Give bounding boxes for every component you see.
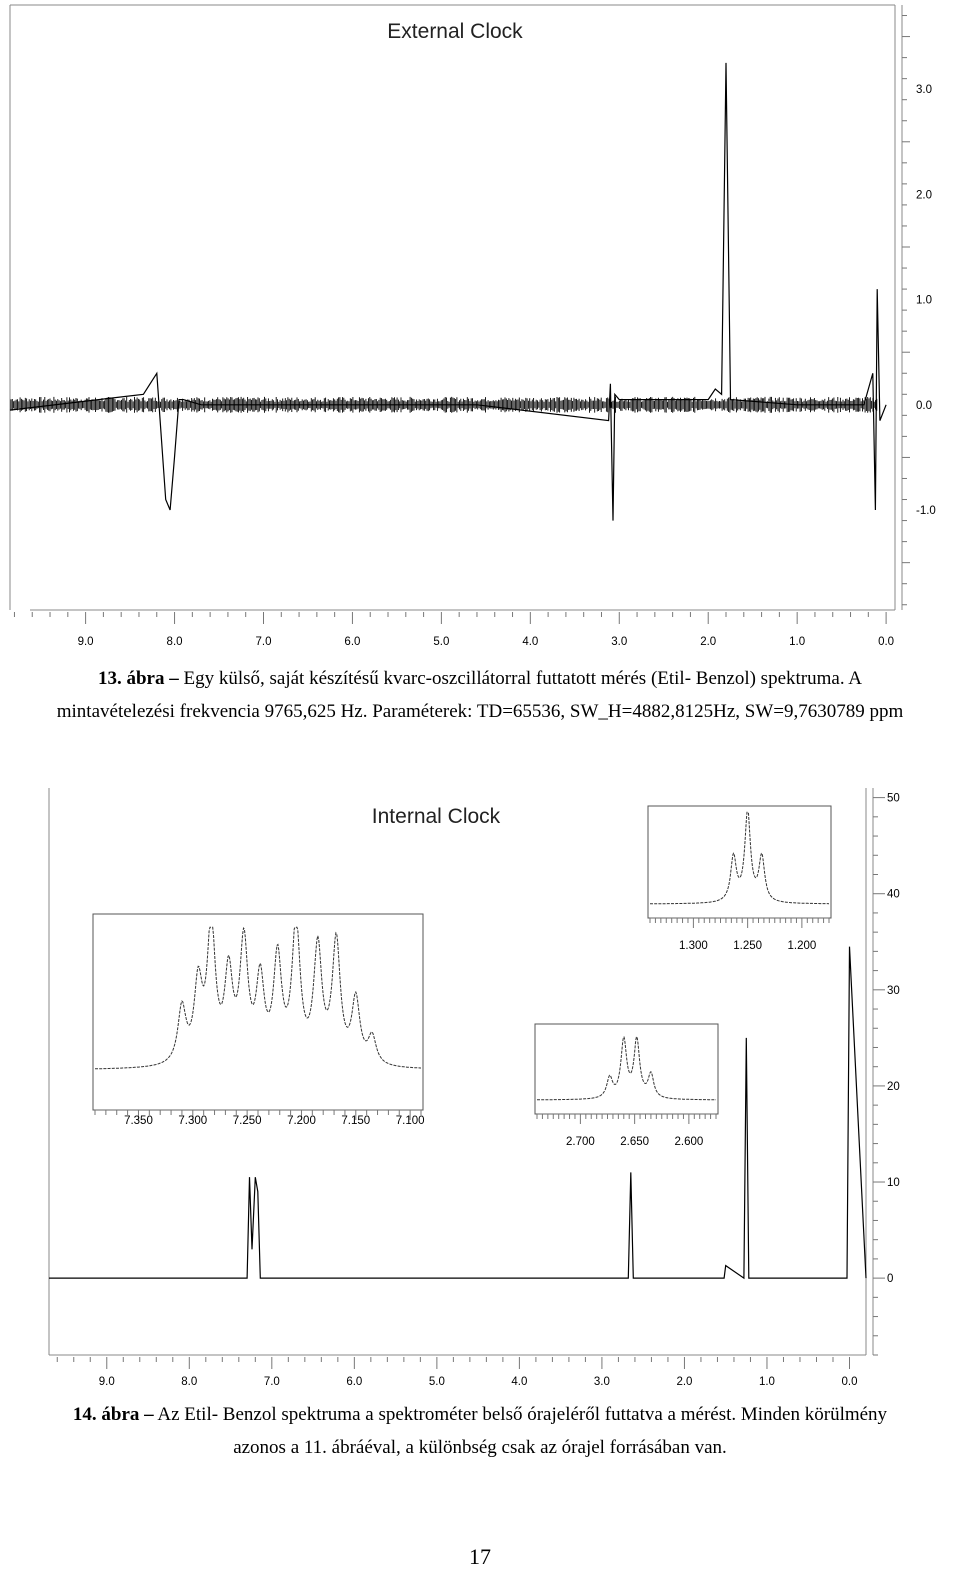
x-tick-label: 0.0 (841, 1376, 858, 1388)
x-tick-label: 4.0 (522, 636, 539, 648)
x-tick-label: 0.0 (878, 636, 895, 648)
x-tick-label: 8.0 (181, 1376, 198, 1388)
figure14-caption-label: 14. ábra – (72, 1404, 154, 1425)
figure13-spectrum-trace (10, 63, 886, 521)
x-tick-label: 9.0 (77, 636, 94, 648)
figure13-caption-line1: Egy külső, saját készítésű kvarc-oszcillátorral futtatott mérés (Etil- Benzol) spektruma. A (178, 668, 863, 689)
figure14-plot-title: Internal Clock (371, 805, 501, 828)
inset-tick-label: 1.300 (679, 940, 708, 952)
y-tick-label: 50 (887, 792, 900, 805)
figure14-caption-line2: azonos a 11. ábráéval, a különbség csak az órajel forrásában van. (233, 1437, 727, 1458)
page-number: 17 (469, 1544, 491, 1569)
x-tick-label: 4.0 (511, 1376, 528, 1388)
inset-tick-label: 1.200 (787, 940, 817, 952)
x-tick-label: 7.0 (255, 636, 272, 648)
figure14-y-axis (873, 788, 900, 1355)
inset-tick-label: 7.100 (395, 1115, 425, 1127)
inset-ch2-axis (537, 1114, 716, 1148)
figure13-noise-band (11, 397, 877, 413)
inset-tick-label: 2.650 (620, 1136, 650, 1148)
inset-tick-label: 7.200 (287, 1115, 316, 1127)
x-tick-label: 3.0 (611, 636, 628, 648)
x-tick-label: 2.0 (700, 636, 717, 648)
figure14-x-axis (49, 1355, 866, 1388)
x-tick-label: 9.0 (98, 1376, 115, 1388)
x-tick-label: 8.0 (166, 636, 183, 648)
y-tick-label: 10 (887, 1177, 900, 1190)
x-tick-label: 6.0 (346, 1376, 363, 1388)
figure13-caption-line2: mintavételezési frekvencia 9765,625 Hz. Paraméterek: TD=65536, SW_H=4882,8125Hz, SW=9,7630789 ppm (56, 701, 904, 722)
x-tick-label: 1.0 (789, 636, 806, 648)
y-tick-label: 30 (887, 984, 900, 997)
figure13-caption-label: 13. ábra – (97, 668, 179, 689)
inset-tick-label: 2.600 (674, 1136, 704, 1148)
figure13-plot-title: External Clock (387, 20, 523, 43)
figure14-caption-line1: Az Etil- Benzol spektruma a spektrométer belső órajeléről futtatva a mérést. Minden körülmény (153, 1404, 888, 1425)
y-tick-label: 2.0 (916, 189, 932, 202)
y-tick-label: 20 (887, 1080, 900, 1093)
x-tick-label: 5.0 (433, 636, 450, 648)
inset-ch3 (648, 806, 831, 952)
x-tick-label: 7.0 (263, 1376, 280, 1388)
inset-tick-label: 1.250 (733, 940, 763, 952)
inset-tick-label: 7.150 (341, 1115, 371, 1127)
x-tick-label: 6.0 (344, 636, 361, 648)
figure13-y-axis (902, 5, 936, 610)
figure13-caption (0, 662, 960, 728)
inset-tick-label: 7.350 (124, 1115, 153, 1127)
figure14-caption (0, 1398, 960, 1464)
inset-ch2 (535, 1024, 718, 1148)
inset-tick-label: 7.300 (178, 1115, 208, 1127)
figure13-frame (10, 5, 895, 610)
y-tick-label: 1.0 (916, 294, 932, 307)
y-tick-label: -1.0 (916, 505, 936, 518)
x-tick-label: 2.0 (676, 1376, 693, 1388)
y-tick-label: 0 (887, 1273, 894, 1286)
x-tick-label: 3.0 (593, 1376, 610, 1388)
y-tick-label: 0.0 (916, 399, 932, 412)
y-tick-label: 40 (887, 888, 900, 901)
inset-aromatic-axis (95, 1110, 425, 1127)
inset-aromatic (93, 914, 425, 1127)
inset-tick-label: 2.700 (566, 1136, 595, 1148)
figure14-plot (0, 780, 960, 1400)
x-tick-label: 5.0 (428, 1376, 445, 1388)
x-tick-label: 1.0 (758, 1376, 775, 1388)
y-tick-label: 3.0 (916, 84, 932, 97)
inset-tick-label: 7.250 (232, 1115, 262, 1127)
figure13-plot (0, 0, 960, 660)
inset-ch3-axis (650, 918, 829, 952)
figure13-x-axis (14, 610, 895, 648)
noise-lines (11, 397, 877, 413)
